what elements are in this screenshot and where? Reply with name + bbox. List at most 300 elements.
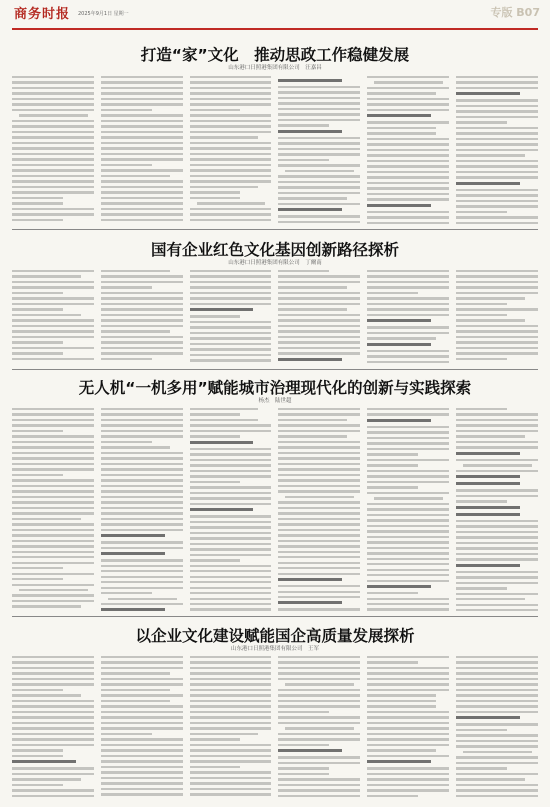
text-line xyxy=(367,667,449,669)
text-line xyxy=(101,191,183,193)
section-subheading xyxy=(190,441,254,444)
text-line xyxy=(456,762,538,764)
section-subheading xyxy=(190,308,254,311)
text-line xyxy=(278,297,360,299)
text-line xyxy=(456,341,538,343)
text-line xyxy=(278,762,360,764)
text-line xyxy=(456,424,538,426)
text-line xyxy=(278,540,360,542)
text-line xyxy=(12,452,94,454)
text-line xyxy=(12,81,94,83)
text-line xyxy=(278,86,360,88)
text-line xyxy=(190,413,241,415)
text-line xyxy=(190,186,259,188)
text-line xyxy=(12,419,94,421)
text-column xyxy=(456,76,538,226)
text-line xyxy=(101,208,183,210)
text-line xyxy=(278,446,360,448)
text-line xyxy=(101,672,170,674)
text-column xyxy=(190,76,272,226)
text-line xyxy=(12,131,94,133)
text-line xyxy=(278,148,360,150)
text-column xyxy=(190,656,272,802)
text-line xyxy=(367,784,449,786)
text-line xyxy=(190,164,272,166)
text-line xyxy=(367,165,449,167)
text-line xyxy=(456,408,507,410)
text-line xyxy=(12,270,94,272)
text-line xyxy=(101,120,183,122)
text-line xyxy=(190,158,272,160)
text-line xyxy=(278,97,360,99)
text-line xyxy=(367,486,418,488)
text-line xyxy=(367,103,449,105)
text-line xyxy=(101,727,183,729)
text-line xyxy=(278,562,360,564)
text-line xyxy=(190,321,272,323)
text-line xyxy=(190,136,259,138)
text-line xyxy=(367,603,449,605)
section-subheading xyxy=(456,506,520,509)
text-line xyxy=(367,408,449,410)
text-line xyxy=(12,424,94,426)
section-subheading xyxy=(278,208,342,211)
text-line xyxy=(101,87,183,89)
text-line xyxy=(456,303,507,305)
text-line xyxy=(367,733,449,735)
text-line xyxy=(367,525,449,527)
text-line xyxy=(278,678,360,680)
text-line xyxy=(456,352,538,354)
text-line xyxy=(12,727,94,729)
text-line xyxy=(190,408,259,410)
text-line xyxy=(12,689,63,691)
text-line xyxy=(456,604,538,606)
text-column xyxy=(190,270,272,367)
text-line xyxy=(456,211,507,213)
text-line xyxy=(190,103,272,105)
text-line xyxy=(456,582,538,584)
text-line xyxy=(101,142,183,144)
text-line xyxy=(278,744,329,746)
text-line xyxy=(101,501,183,503)
text-line xyxy=(367,182,449,184)
text-line xyxy=(12,523,94,525)
text-line xyxy=(278,286,347,288)
text-line xyxy=(12,534,94,536)
text-line xyxy=(367,98,449,100)
section-subheading xyxy=(367,419,431,422)
text-line xyxy=(367,536,449,538)
text-line xyxy=(190,92,272,94)
text-line xyxy=(12,490,94,492)
text-line xyxy=(190,76,272,78)
text-line xyxy=(101,755,183,757)
text-line xyxy=(456,222,538,224)
text-line xyxy=(456,609,538,611)
text-line xyxy=(190,281,272,283)
text-line xyxy=(278,773,329,775)
article-2-body xyxy=(12,270,538,367)
text-line xyxy=(456,598,525,600)
text-line xyxy=(12,358,94,360)
text-line xyxy=(190,603,272,605)
text-line xyxy=(278,608,360,610)
text-column xyxy=(278,270,360,367)
text-line xyxy=(190,727,272,729)
text-line xyxy=(12,208,94,210)
text-line xyxy=(101,457,183,459)
article-2-headline[interactable]: 国有企业红色文化基因创新路径探析 xyxy=(150,241,399,259)
text-line xyxy=(190,120,272,122)
text-line xyxy=(12,755,63,757)
text-line xyxy=(278,221,360,223)
text-line xyxy=(278,700,360,702)
text-line xyxy=(367,426,449,428)
text-line xyxy=(456,143,538,145)
text-line xyxy=(101,496,183,498)
text-line xyxy=(101,103,183,105)
text-line xyxy=(12,319,94,321)
text-line xyxy=(101,186,183,188)
text-line xyxy=(190,109,241,111)
text-line xyxy=(12,468,94,470)
text-line xyxy=(278,347,360,349)
text-line xyxy=(101,435,183,437)
text-line xyxy=(367,672,449,674)
text-line xyxy=(12,341,63,343)
text-line xyxy=(101,565,183,567)
text-line xyxy=(367,154,449,156)
text-line xyxy=(101,468,183,470)
text-line xyxy=(101,570,183,572)
text-line xyxy=(190,424,272,426)
text-line xyxy=(278,485,360,487)
text-line xyxy=(278,430,360,432)
text-line xyxy=(367,431,449,433)
text-column xyxy=(101,76,183,226)
text-line xyxy=(190,672,272,674)
text-line xyxy=(101,424,183,426)
text-line xyxy=(101,286,152,288)
text-line xyxy=(101,136,183,138)
text-line xyxy=(12,767,94,769)
text-line xyxy=(456,553,538,555)
article-4-body xyxy=(12,656,538,802)
text-column xyxy=(278,408,360,613)
text-line xyxy=(190,587,272,589)
text-line xyxy=(456,740,538,742)
text-column xyxy=(12,270,94,367)
text-line xyxy=(190,180,272,182)
text-line xyxy=(278,512,360,514)
text-line xyxy=(12,545,94,547)
text-line xyxy=(456,154,525,156)
text-line xyxy=(12,76,94,78)
text-line xyxy=(278,694,360,696)
text-line xyxy=(101,507,183,509)
text-line xyxy=(456,756,538,758)
text-line xyxy=(278,441,360,443)
text-line xyxy=(367,767,449,769)
text-line xyxy=(374,497,443,499)
text-line xyxy=(278,689,360,691)
section-subheading xyxy=(456,475,520,478)
text-line xyxy=(456,413,538,415)
text-line xyxy=(190,777,272,779)
text-line xyxy=(278,91,360,93)
text-line xyxy=(367,286,449,288)
text-line xyxy=(278,795,360,797)
text-line xyxy=(456,200,538,202)
text-line xyxy=(101,689,170,691)
section-subheading xyxy=(456,482,520,485)
text-line xyxy=(190,565,272,567)
text-line xyxy=(190,771,272,773)
text-line xyxy=(285,496,354,498)
text-line xyxy=(101,98,183,100)
text-line xyxy=(456,593,538,595)
text-line xyxy=(367,519,449,521)
text-line xyxy=(456,778,525,780)
text-line xyxy=(190,448,272,450)
text-line xyxy=(456,547,538,549)
text-line xyxy=(12,518,81,520)
text-line xyxy=(278,124,329,126)
text-line xyxy=(12,749,63,751)
text-line xyxy=(101,314,183,316)
text-line xyxy=(190,661,272,663)
text-line xyxy=(456,308,538,310)
text-line xyxy=(367,437,449,439)
text-line xyxy=(101,678,183,680)
text-line xyxy=(456,275,538,277)
text-line xyxy=(12,325,94,327)
text-line xyxy=(278,408,360,410)
text-line xyxy=(367,355,449,357)
text-line xyxy=(278,330,360,332)
text-line xyxy=(456,336,538,338)
section-subheading xyxy=(367,204,431,207)
text-line xyxy=(101,158,183,160)
section-subheading xyxy=(367,585,431,588)
article-divider xyxy=(12,229,538,230)
text-line xyxy=(12,773,94,775)
text-line xyxy=(101,661,183,663)
text-line xyxy=(12,109,94,111)
text-line xyxy=(278,474,360,476)
text-line xyxy=(101,683,183,685)
text-line xyxy=(101,81,183,83)
text-line xyxy=(190,700,272,702)
text-line xyxy=(367,198,449,200)
text-line xyxy=(463,464,532,466)
text-line xyxy=(12,413,94,415)
text-column xyxy=(101,408,183,613)
text-line xyxy=(456,216,538,218)
text-line xyxy=(190,576,272,578)
text-line xyxy=(12,485,94,487)
text-line xyxy=(101,175,170,177)
text-line xyxy=(12,540,94,542)
text-line xyxy=(367,303,449,305)
text-line xyxy=(456,525,538,527)
text-line xyxy=(278,215,360,217)
text-line xyxy=(190,503,272,505)
text-line xyxy=(456,495,538,497)
text-line xyxy=(101,131,183,133)
text-line xyxy=(367,481,449,483)
text-line xyxy=(101,711,183,713)
text-line xyxy=(190,153,272,155)
text-line xyxy=(101,738,183,740)
text-line xyxy=(367,711,449,713)
text-line xyxy=(12,512,94,514)
text-line xyxy=(367,656,449,658)
text-line xyxy=(12,408,94,410)
text-line xyxy=(367,171,449,173)
text-line xyxy=(12,600,94,602)
article-divider xyxy=(12,616,538,617)
text-line xyxy=(101,581,183,583)
text-line xyxy=(190,570,272,572)
text-line xyxy=(190,332,272,334)
text-line xyxy=(12,457,94,459)
text-column xyxy=(12,408,94,613)
text-line xyxy=(278,529,360,531)
section-subheading xyxy=(456,452,520,455)
text-line xyxy=(278,314,360,316)
section-label: 专版 B07 xyxy=(490,6,540,19)
text-line xyxy=(101,358,152,360)
text-line xyxy=(463,751,532,753)
text-line xyxy=(456,784,538,786)
text-line xyxy=(12,573,94,575)
text-line xyxy=(101,788,183,790)
text-line xyxy=(101,667,183,669)
text-line xyxy=(101,452,183,454)
text-line xyxy=(12,136,94,138)
text-line xyxy=(190,705,272,707)
text-line xyxy=(12,474,63,476)
text-line xyxy=(456,734,538,736)
text-line xyxy=(101,297,183,299)
text-line xyxy=(190,678,272,680)
text-line xyxy=(12,529,94,531)
article-4-headline[interactable]: 以企业文化建设赋能国企高质量发展探析 xyxy=(135,627,415,645)
text-line xyxy=(101,202,183,204)
text-line xyxy=(190,608,272,610)
text-line xyxy=(278,159,329,161)
text-column xyxy=(456,408,538,613)
text-line xyxy=(456,789,538,791)
text-line xyxy=(190,270,272,272)
text-line xyxy=(456,419,538,421)
text-line xyxy=(190,275,272,277)
text-line xyxy=(456,194,538,196)
text-line xyxy=(278,352,360,354)
text-line xyxy=(12,180,94,182)
text-line xyxy=(101,408,183,410)
text-line xyxy=(278,534,360,536)
text-line xyxy=(190,515,272,517)
text-line xyxy=(12,308,63,310)
text-line xyxy=(456,270,538,272)
text-line xyxy=(456,81,538,83)
text-line xyxy=(456,729,507,731)
text-line xyxy=(456,330,538,332)
text-line xyxy=(12,683,94,685)
text-line xyxy=(278,336,360,338)
text-line xyxy=(456,678,538,680)
section-subheading xyxy=(190,508,254,511)
text-line xyxy=(190,315,241,317)
text-line xyxy=(278,319,360,321)
text-line xyxy=(12,605,81,607)
text-line xyxy=(367,87,449,89)
text-line xyxy=(278,203,360,205)
text-line xyxy=(190,656,272,658)
text-line xyxy=(278,181,360,183)
text-line xyxy=(190,337,272,339)
text-line xyxy=(456,576,538,578)
text-line xyxy=(367,569,449,571)
section-subheading xyxy=(101,552,165,555)
text-line xyxy=(278,573,360,575)
text-line xyxy=(278,186,360,188)
text-line xyxy=(12,330,94,332)
text-line xyxy=(101,125,183,127)
text-column xyxy=(101,270,183,367)
text-line xyxy=(456,171,538,173)
article-3-headline[interactable]: 无人机“一机多用”赋能城市治理现代化的创新与实践探索 xyxy=(78,379,472,397)
text-line xyxy=(101,352,183,354)
text-line xyxy=(278,523,360,525)
text-line xyxy=(367,744,449,746)
article-1-headline[interactable]: 打造“家”文化 推动思政工作稳健发展 xyxy=(140,46,410,64)
text-line xyxy=(456,542,538,544)
section-subheading xyxy=(456,513,520,516)
text-line xyxy=(367,574,449,576)
text-line xyxy=(456,587,507,589)
text-line xyxy=(190,326,272,328)
text-line xyxy=(456,105,538,107)
text-line xyxy=(12,594,94,596)
text-line xyxy=(456,430,538,432)
text-line xyxy=(12,496,94,498)
text-line xyxy=(101,474,183,476)
text-line xyxy=(278,585,360,587)
text-line xyxy=(367,661,418,663)
text-line xyxy=(101,419,183,421)
text-line xyxy=(367,149,449,151)
text-line xyxy=(367,514,449,516)
text-line xyxy=(367,773,449,775)
text-line xyxy=(367,361,449,363)
text-line xyxy=(190,286,272,288)
text-line xyxy=(367,492,449,494)
text-line xyxy=(278,567,360,569)
text-line xyxy=(278,108,360,110)
text-line xyxy=(278,463,360,465)
text-line xyxy=(278,164,360,166)
text-line xyxy=(101,782,183,784)
text-line xyxy=(367,442,449,444)
text-line xyxy=(190,354,272,356)
text-line xyxy=(278,711,329,713)
text-line xyxy=(367,270,449,272)
text-line xyxy=(278,591,360,593)
